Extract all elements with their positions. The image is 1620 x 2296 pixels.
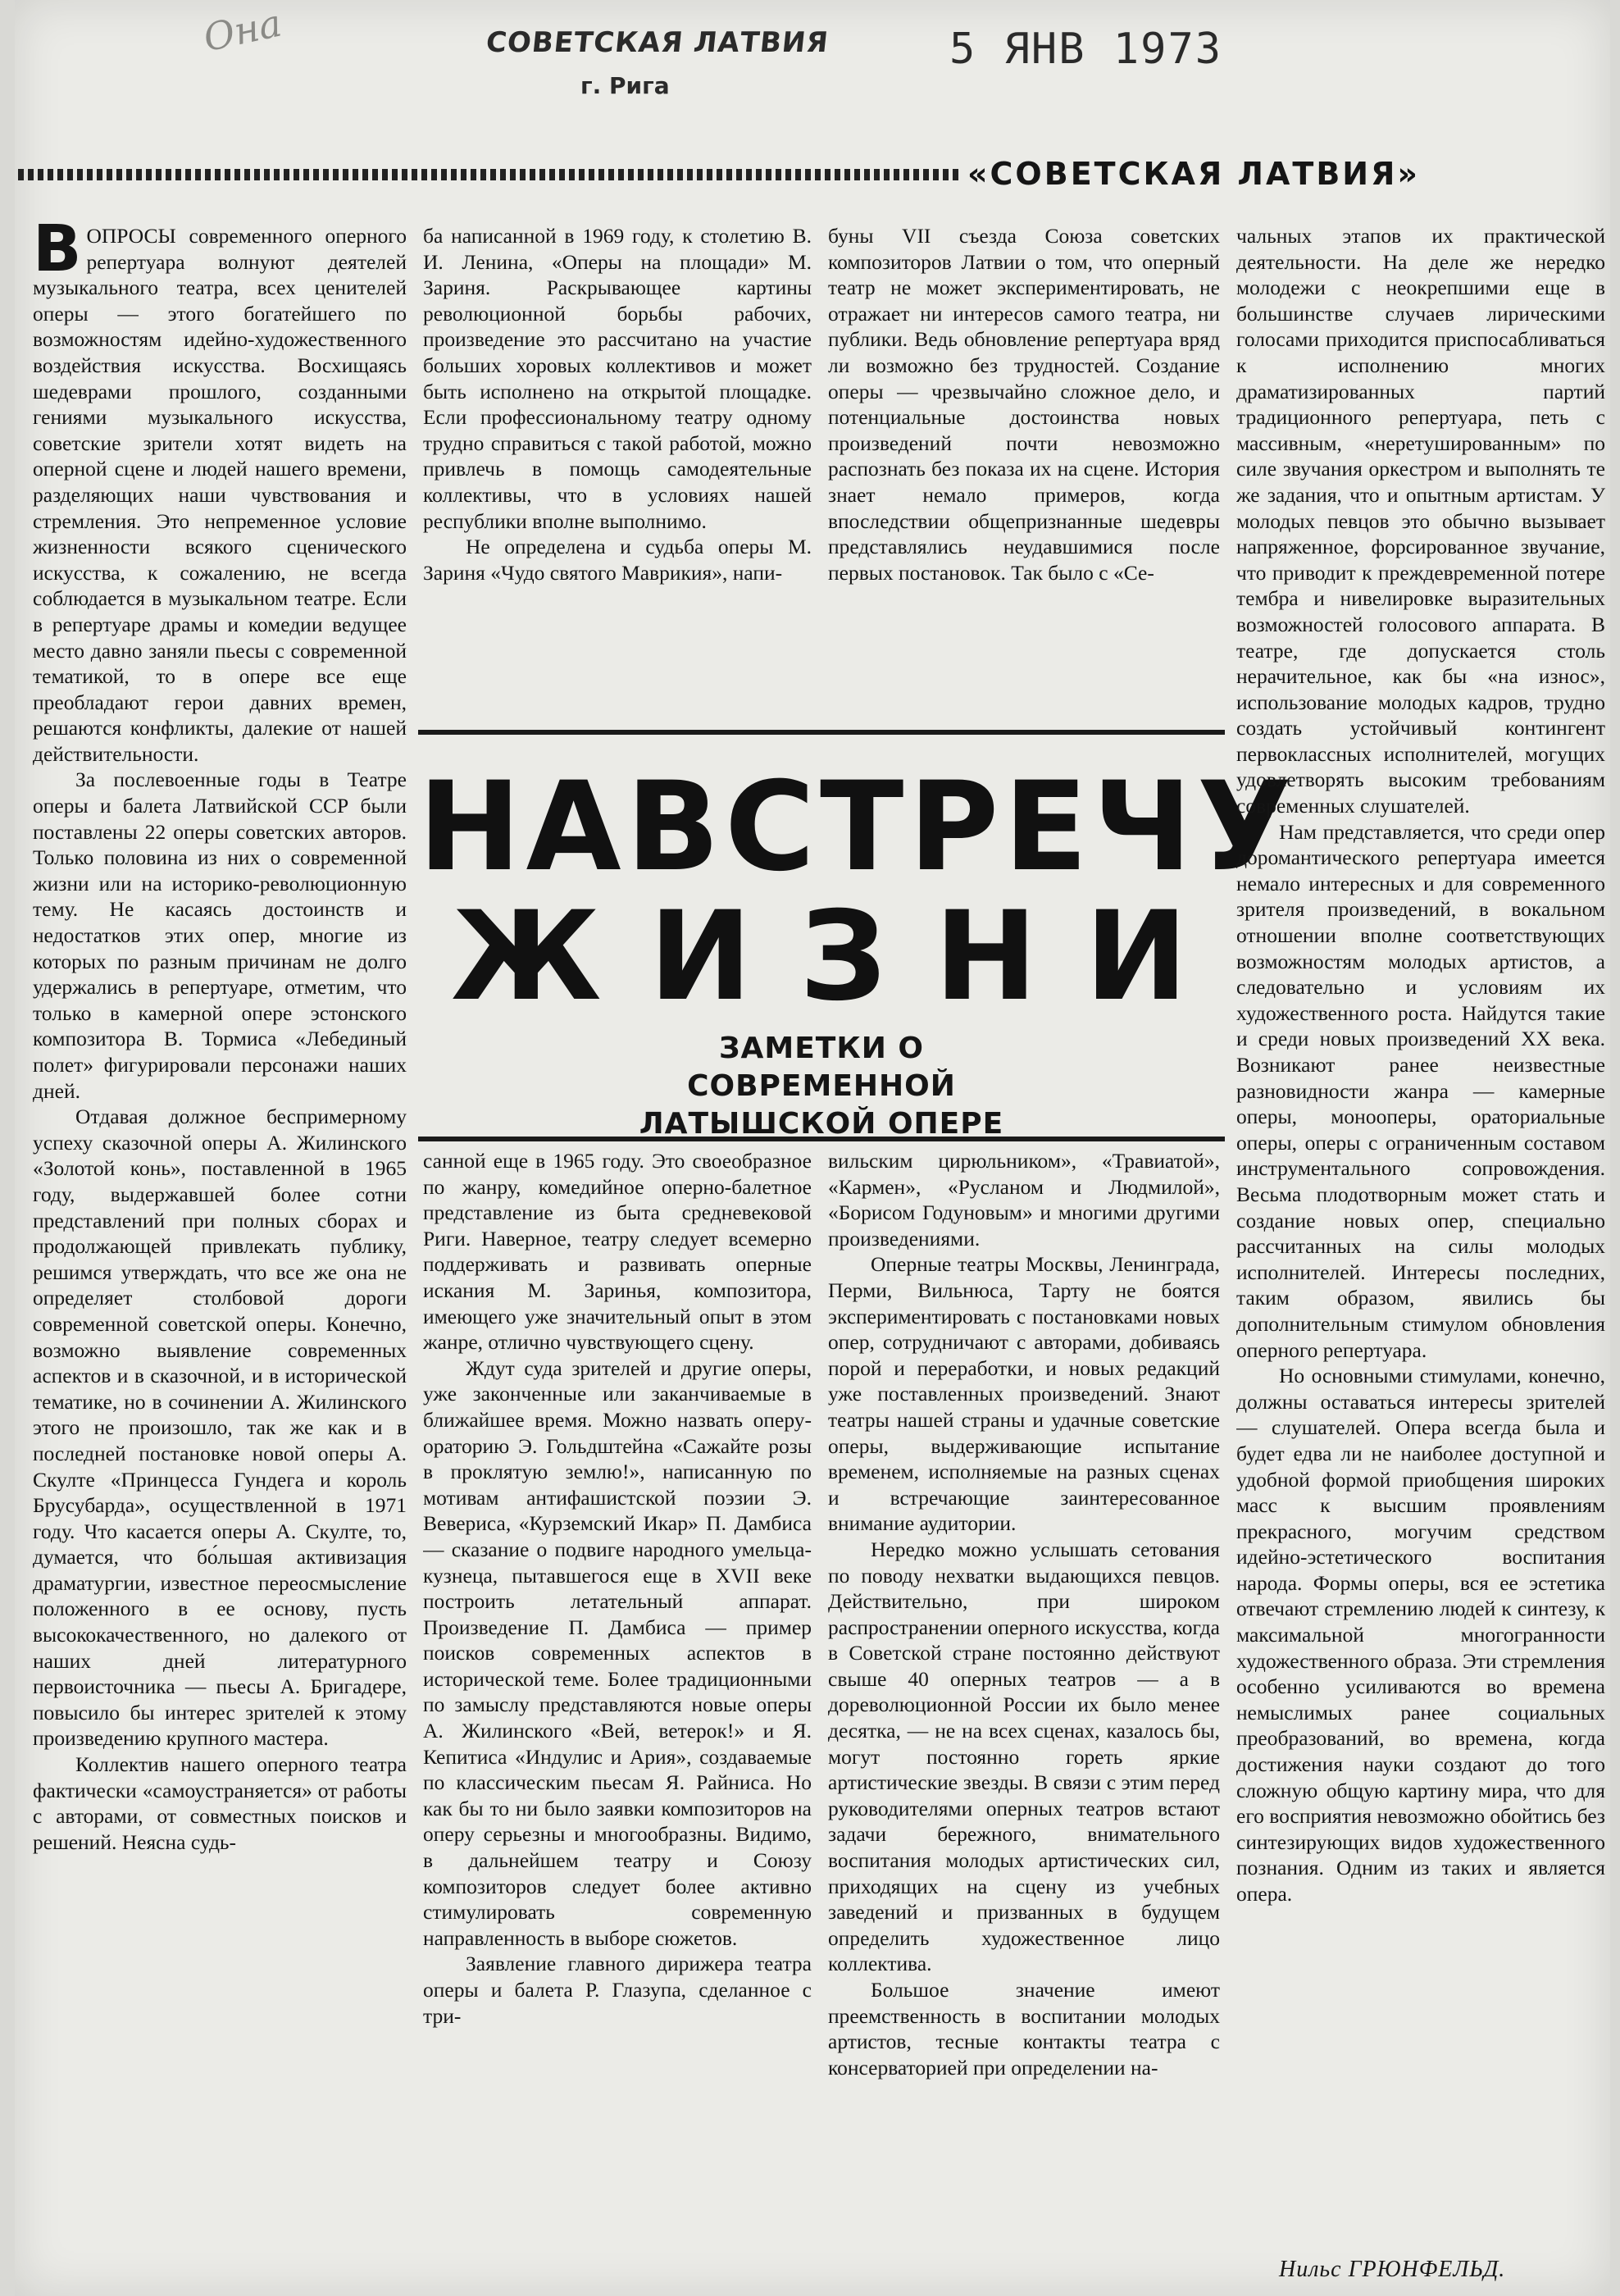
- column-1: [33, 223, 407, 2289]
- paragraph: За послевоенные годы в Театре оперы и балета Латвийской ССР были поставлены 22 оперы советских авторов. Только половина из них о современной жизни или на историко-революционную тему. Не касаясь достоинств и недостатков этих опер, многие из которых по разным причинам не долго удержались в репертуаре, отметим, что только в камерной опере эстонского композитора В. Тормиса «Лебединый полет» фигурировали персонажи наших дней.: [33, 768, 407, 1103]
- paragraph: Ждут суда зрителей и другие оперы, уже законченные или заканчиваемые в ближайшее время. Можно назвать оперу-ораторию Э. Гольдштейна «Сажайте розы в проклятую землю!», написанную по мотивам антифашистской поэзии Э. Вевериса, «Курземский Икар» П. Дамбиса — сказание о подвиге народного умельца-кузнеца, пытавшегося еще в XVII веке построить летательный аппарат. Произведение П. Дамбиса — пример поисков современных аспектов в исторической теме. Более традиционными по замыслу представляются новые оперы А. Жилинского «Вей, ветерок!» и Я. Кепитиса «Индулис и Ария», создаваемые по классическим пьесам Я. Райниса. Но как бы то ни было заявки композиторов на оперу серьезны и многообразны. Видимо, в дальнейшем театру и Союзу композиторов следует более активно стимулировать современную направленность в выборе сюжетов.: [423, 1355, 812, 1950]
- paragraph: ба написанной в 1969 году, к столетию В. И. Ленина, «Оперы на площади» М. Зариня. Раскрывающее картины революционной борьбы рабочих, произведение это рассчитано на участие больших хоровых коллективов и может быть исполнено на открытой площадке. Если профессиональному театру одному трудно справиться с такой работой, можно привлечь в помощь самодеятельные коллективы, что в условиях нашей республики вполне выполнимо.: [423, 224, 812, 533]
- paragraph: чальных этапов их практической деятельности. На деле же нередко молодежи с неокрепшими еще в большинстве случаев лирическими голосами приходится приспосабливаться к исполнению многих драматизированных партий традиционного репертуара, петь с массивным, «неретушированным» по силе звучания оркестром и выполнять те же задания, что и опытным артистам. У молодых певцов это обычно вызывает напряженное, форсированное звучание, что приводит к преждевременной потере тембра и нивелировке выразительных возможностей голосового аппарата. В театре, где допускается столь нерачительное, как бы «на износ», использование молодых кадров, трудно создать устойчивый контингент первоклассных исполнителей, могущих удовлетворять высоким требованиям современных слушателей.: [1236, 224, 1605, 818]
- date-stamp: 5 ЯНВ 1973: [949, 25, 1223, 74]
- newspaper-masthead: «СОВЕТСКАЯ ЛАТВИЯ»: [967, 156, 1420, 192]
- paragraph: Отдавая должное беспримерному успеху сказочной оперы А. Жилинского «Золотой конь», поставленной в 1965 году, выдержавшей более сотни представлений при полных сборах и продолжающей привлекать публику, решимся утверждать, что все же она не определяет столбовой дороги современной советской оперы. Конечно, возможно выявление современных аспектов и в сказочной, и в исторической тематике, но в сочинении А. Жилинского этого не произошло, так же как и в последней постановке новой оперы А. Скулте «Принцесса Гундега и король Брусубарда», осуществленной в 1971 году. Что касается оперы А. Скулте, то, думается, что бо́льшая активизация драматургии, известное переосмысление положенного в ее основу, пусть высококачественного, но далекого от наших дней литературного первоисточника — пьесы А. Бригадере, повысило бы интерес зрителей к этому произведению крупного мастера.: [33, 1105, 407, 1751]
- column-4: [1236, 223, 1605, 2248]
- author-signature: Нильс ГРЮНФЕЛЬД.: [1279, 2257, 1506, 2282]
- paragraph: Коллектив нашего оперного театра фактически «самоустраняется» от работы с авторами, от совместных поисков и решений. Неясна судь-: [33, 1752, 407, 1854]
- paragraph: Но основными стимулами, конечно, должны оставаться интересы зрителей — слушателей. Опера всегда была и будет едва ли не наиболее доступной и удобной формой приобщения широких масс к высшим проявлениям прекрасного, могучим средством идейно-эстетического воспитания народа. Формы оперы, вся ее эстетика отвечают стремлению людей к синтезу, к максимальной многогранности художественного образа. Эти стремления особенно усиливаются во времена немыслимых ранее социальных преобразований, во времена, когда достижения науки создают до того сложную общую картину мира, что для его восприятия невозможно обойтись без синтезирующих видов художественного познания. Одним из таких и является опера.: [1236, 1364, 1605, 1906]
- headline-line-1: НАВСТРЕЧУ: [418, 756, 1297, 899]
- paragraph: ВОПРОСЫ современного оперного репертуара волнуют деятелей музыкального театра, всех ценителей оперы — этого богатейшего по возможностям идейно-художественного воздействия искусства. Восхищаясь шедеврами прошлого, созданными гениями музыкального искусства, советские зрители хотят видеть на оперной сцене и людей нашего времени, разделяющих наши чувствования и стремления. Это непременное условие жизненности всякого сценического искусства, к сожалению, не всегда соблюдается в музыкальном театре. Если в репертуаре драмы и комедии ведущее место давно заняли пьесы с современной тематикой, то в опере все еще преобладают герои давних времен, решаются конфликты, далекие от нашей действительности.: [33, 223, 407, 766]
- headline-line-2: ЖИЗНИ: [451, 886, 1235, 1028]
- paragraph: Оперные театры Москвы, Ленинграда, Перми, Вильнюса, Тарту не боятся экспериментировать с постановками новых опер, сотрудничают с авторами, добиваясь порой и переработки, и новых редакций уже поставленных произведений. Знают театры нашей страны и удачные советские оперы, выдерживающие испытание временем, исполняемые на разных сценах и встречающие заинтересованное внимание аудитории.: [828, 1252, 1220, 1536]
- column-3-top: [828, 223, 1220, 700]
- paragraph: Заявление главного дирижера театра оперы и балета Р. Глазупа, сделанное с три-: [423, 1952, 812, 2028]
- newspaper-stamp: СОВЕТСКАЯ ЛАТВИЯ: [484, 26, 830, 59]
- paragraph: Нередко можно услышать сетования по поводу нехватки выдающихся певцов. Действительно, при широком распространении оперного искусства, когда в Советской стране постоянно действуют свыше 40 оперных театров — а в дореволюционной России их было менее десятка, — не на всех сценах, казалось бы, могут постоянно гореть яркие артистические звезды. В связи с этим перед руководителями оперных театров встают задачи бережного, внимательного воспитания молодых артистических сил, приходящих на сцену из учебных заведений и призванных в будущем определить художественное лицо коллектива.: [828, 1537, 1220, 1976]
- paragraph: буны VII съезда Союза советских композиторов Латвии о том, что оперный театр не может экспериментировать, не отражает ни интересов самого театра, ни публики. Ведь обновление репертуара вряд ли возможно без трудностей. Создание оперы — чрезвычайно сложное дело, и потенциальные достоинства новых произведений почти невозможно распознать без показа их на сцене. История знает немало примеров, когда впоследствии общепризнанные шедевры представлялись неудавшимися после первых постановок. Так было с «Се-: [828, 224, 1220, 585]
- drop-cap: В: [33, 223, 82, 286]
- headline-block: [418, 730, 1297, 1141]
- paragraph: Большое значение имеют преемственность в воспитании молодых артистов, тесные контакты театра с консерваторией при определении на-: [828, 1978, 1220, 2080]
- subheadline-text: ЗАМЕТКИ О СОВРЕМЕННОЙ ЛАТЫШСКОЙ ОПЕРЕ: [639, 1032, 1004, 1141]
- column-3-bottom: [828, 1148, 1220, 2289]
- subheadline: [418, 1030, 1225, 1143]
- paragraph: Не определена и судьба оперы М. Зариня «Чудо святого Маврикия», напи-: [423, 535, 812, 585]
- city-stamp: г. Рига: [580, 72, 670, 99]
- column-2-top: [423, 223, 812, 725]
- paragraph: вильским цирюльником», «Травиатой», «Кармен», «Русланом и Людмилой», «Борисом Годуновым» и многими другими произведениями.: [828, 1149, 1220, 1250]
- paragraph: Нам представляется, что среди опер доромантического репертуара имеется немало интересных и для современного зрителя произведений, в вокальном отношении вполне соответствующих возможностям молодых артистов, а следовательно и условиям их художественного роста. Найдутся такие и среди новых произведений XX века. Возникают ранее неизвестные разновидности жанра — камерные оперы, монооперы, ораториальные оперы, оперы с ограниченным составом инструментального сопровождения. Весьма плодотворным может стать и создание новых опер, специально рассчитанных на силы молодых исполнителей. Интересы последних, таким образом, явились бы дополнительным стимулом обновления оперного репертуара.: [1236, 819, 1605, 1362]
- masthead-rule: [18, 169, 961, 180]
- handwritten-note: Она: [199, 0, 286, 61]
- column-2-bottom: [423, 1148, 812, 2289]
- paragraph: санной еще в 1965 году. Это своеобразное по жанру, комедийное оперно-балетное представление из быта средневековой Риги. Наверное, театру следует всемерно поддерживать и развивать оперные искания М. Заринья, композитора, имеющего уже значительный опыт в этом жанре, отлично чувствующего сцену.: [423, 1149, 812, 1355]
